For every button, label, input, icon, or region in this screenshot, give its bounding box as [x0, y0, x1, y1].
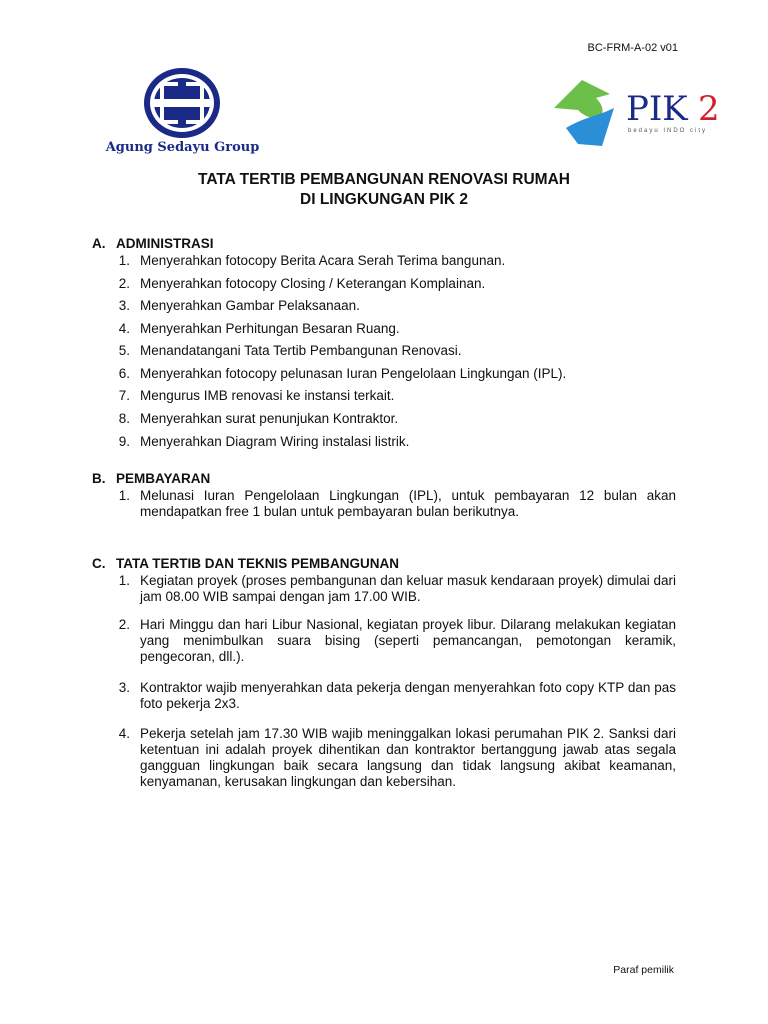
agung-sedayu-logo	[100, 66, 265, 161]
list-item: 4. Menyerahkan Perhitungan Besaran Ruang.	[118, 321, 400, 336]
list-item: 2. Hari Minggu dan hari Libur Nasional, kegiatan proyek libur. Dilarang melakukan kegiatan yang menimbulkan suara bising (seperti pemancangan, pemotongan keramik, pengecoran, dll.).	[118, 617, 676, 664]
list-item: 9. Menyerahkan Diagram Wiring instalasi listrik.	[118, 434, 410, 449]
owner-initial-note: Paraf pemilik	[613, 964, 674, 976]
section-c-heading: C. TATA TERTIB DAN TEKNIS PEMBANGUNAN	[92, 556, 399, 571]
list-item: 3. Menyerahkan Gambar Pelaksanaan.	[118, 298, 360, 313]
pik-number: 2	[698, 89, 720, 129]
pik2-emblem-icon	[552, 74, 732, 148]
list-item: 8. Menyerahkan surat penunjukan Kontraktor.	[118, 411, 399, 426]
title-line-1: TATA TERTIB PEMBANGUNAN RENOVASI RUMAH	[198, 171, 570, 188]
title-line-2: DI LINGKUNGAN PIK 2	[300, 191, 468, 208]
list-item: 4. Pekerja setelah jam 17.30 WIB wajib meninggalkan lokasi perumahan PIK 2. Sanksi dari ketentuan ini adalah proyek dihentikan dan kontraktor bertanggung jawab atas segala gangguan lingkungan baik secara langsung dan tidak langsung akibat keamanan, kenyamanan, kerusakan lingkungan dan kebersihan.	[118, 726, 676, 789]
document-title	[0, 170, 768, 210]
pik-tagline: bedayu INDO city	[628, 128, 708, 134]
pik2-logo	[552, 74, 732, 148]
section-b-heading: B. PEMBAYARAN	[92, 471, 211, 486]
list-item: 2. Menyerahkan fotocopy Closing / Keterangan Komplainan.	[118, 276, 486, 291]
list-item: 7. Mengurus IMB renovasi ke instansi terkait.	[118, 388, 395, 403]
list-item: 1. Melunasi Iuran Pengelolaan Lingkungan (IPL), untuk pembayaran 12 bulan akan mendapatkan free 1 bulan untuk pembayaran bulan berikutnya.	[118, 488, 676, 519]
form-code: BC-FRM-A-02 v01	[587, 42, 678, 54]
section-a-heading: A. ADMINISTRASI	[92, 236, 214, 251]
list-item: 1. Kegiatan proyek (proses pembangunan dan keluar masuk kendaraan proyek) dimulai dari jam 08.00 WIB sampai dengan jam 17.00 WIB.	[118, 573, 676, 604]
list-item: 6. Menyerahkan fotocopy pelunasan Iuran Pengelolaan Lingkungan (IPL).	[118, 366, 567, 381]
list-item: 1. Menyerahkan fotocopy Berita Acara Serah Terima bangunan.	[118, 253, 506, 268]
list-item: 5. Menandatangani Tata Tertib Pembangunan Renovasi.	[118, 343, 462, 358]
agung-sedayu-emblem-icon	[142, 66, 222, 140]
list-item: 3. Kontraktor wajib menyerahkan data pekerja dengan menyerahkan foto copy KTP dan pas foto pekerja 2x3.	[118, 680, 676, 711]
pik-wordmark: PIK	[626, 89, 688, 129]
left-logo-caption: Agung Sedayu Group	[105, 140, 260, 155]
